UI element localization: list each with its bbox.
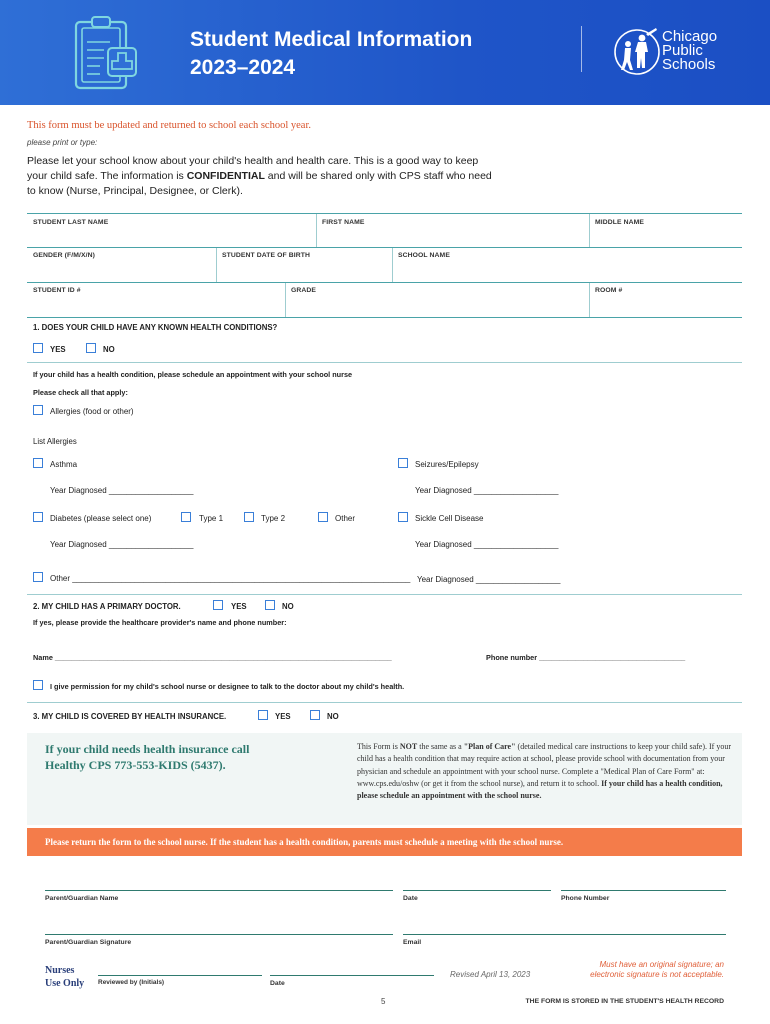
allergies-checkbox[interactable] [33, 405, 43, 415]
other-condition-checkbox[interactable] [33, 572, 43, 582]
q1-yes-checkbox[interactable] [33, 343, 43, 353]
cps-logo-icon [612, 24, 662, 76]
list-allergies-label: List Allergies [33, 437, 77, 446]
permission-label: I give permission for my child's school nurse or designee to talk to the doctor about my child's health. [50, 682, 405, 691]
q2-no-checkbox[interactable] [265, 600, 275, 610]
school-name-field[interactable] [393, 262, 742, 280]
nurses-use-only: Nurses Use Only [45, 965, 85, 989]
date-label: Date [403, 895, 418, 902]
other-diabetes-label: Other [335, 514, 356, 523]
phone-label: Phone Number [561, 895, 610, 902]
insurance-call: If your child needs health insurance call Healthy CPS 773-553-KIDS (5437). [45, 742, 250, 772]
insurance-info-box [27, 733, 742, 825]
seizures-checkbox[interactable] [398, 458, 408, 468]
dob-field[interactable] [217, 262, 391, 280]
diabetes-checkbox[interactable] [33, 512, 43, 522]
seizures-label: Seizures/Epilepsy [415, 460, 479, 469]
nurse-date-label: Date [270, 980, 285, 987]
q2-provider-note: If yes, please provide the healthcare provider's name and phone number: [33, 618, 287, 627]
first-name-field[interactable] [317, 229, 588, 246]
q3-yes-checkbox[interactable] [258, 710, 268, 720]
clipboard-medical-icon [70, 12, 142, 92]
other-condition-field[interactable]: Other ____________________________________________________________________________ [50, 574, 411, 583]
asthma-label: Asthma [50, 460, 78, 469]
type2-checkbox[interactable] [244, 512, 254, 522]
update-notice: This form must be updated and returned to school each school year. [27, 120, 312, 131]
cps-logo-text: Chicago Public Schools [662, 28, 718, 73]
type1-checkbox[interactable] [181, 512, 191, 522]
middle-name-label: MIDDLE NAME [595, 219, 645, 226]
last-name-label: STUDENT LAST NAME [33, 219, 109, 226]
revised-date: Revised April 13, 2023 [450, 970, 531, 979]
q3-question: 3. MY CHILD IS COVERED BY HEALTH INSURANCE. [33, 712, 227, 721]
seizures-year-field[interactable]: Year Diagnosed ___________________ [415, 486, 559, 495]
title-line-2: 2023–2024 [190, 56, 296, 79]
storage-note: THE FORM IS STORED IN THE STUDENT'S HEALTH RECORD [525, 998, 724, 1005]
diabetes-label: Diabetes (please select one) [50, 514, 152, 523]
phone-line[interactable] [561, 890, 726, 891]
sickle-cell-label: Sickle Cell Disease [415, 514, 484, 523]
email-label: Email [403, 939, 422, 946]
header-banner [0, 0, 770, 105]
student-id-field[interactable] [27, 297, 284, 315]
type1-label: Type 1 [199, 514, 224, 523]
page-number: 5 [381, 997, 386, 1006]
reviewed-by-line[interactable] [98, 975, 262, 976]
q2-question: 2. MY CHILD HAS A PRIMARY DOCTOR. [33, 602, 181, 611]
last-name-field[interactable] [27, 229, 315, 246]
q1-no-label: NO [103, 345, 115, 354]
q3-yes-label: YES [275, 712, 291, 721]
q1-condition-note: If your child has a health condition, please schedule an appointment with your school nurse [33, 370, 353, 379]
gender-field[interactable] [27, 262, 215, 280]
return-instructions-banner: Please return the form to the school nurse. If the student has a health condition, parents must schedule a meeting with the school nurse. [27, 828, 742, 856]
allergies-label: Allergies (food or other) [50, 407, 134, 416]
sickle-cell-checkbox[interactable] [398, 512, 408, 522]
q3-no-label: NO [327, 712, 339, 721]
room-field[interactable] [590, 297, 742, 315]
doctor-name-field[interactable]: Name ___________________________________________________________________________________ [33, 653, 392, 662]
intro-paragraph: Please let your school know about your child's health and health care. This is a good way to keep your child safe. The information is CONFIDENTIAL and will be shared only with CPS staff who need to know (Nurse, Principal, Designee, or Clerk). [27, 155, 492, 197]
q3-no-checkbox[interactable] [310, 710, 320, 720]
school-name-label: SCHOOL NAME [398, 252, 450, 259]
other-year-field[interactable]: Year Diagnosed ___________________ [417, 575, 561, 584]
diabetes-year-field[interactable]: Year Diagnosed ___________________ [50, 540, 194, 549]
student-id-label: STUDENT ID # [33, 287, 81, 294]
guardian-name-label: Parent/Guardian Name [45, 895, 119, 902]
reviewed-by-label: Reviewed by (Initials) [98, 979, 165, 986]
list-allergies-field[interactable] [100, 433, 740, 447]
title-line-1: Student Medical Information [190, 28, 473, 51]
grade-label: GRADE [291, 287, 317, 294]
doctor-phone-field[interactable]: Phone number ____________________________________ [486, 653, 686, 662]
q2-no-label: NO [282, 602, 294, 611]
q1-question: 1. DOES YOUR CHILD HAVE ANY KNOWN HEALTH CONDITIONS? [33, 323, 278, 332]
room-label: ROOM # [595, 287, 623, 294]
email-line[interactable] [403, 934, 726, 935]
permission-checkbox[interactable] [33, 680, 43, 690]
gender-label: GENDER (F/M/X/N) [33, 252, 96, 259]
first-name-label: FIRST NAME [322, 219, 365, 226]
q2-yes-checkbox[interactable] [213, 600, 223, 610]
q1-yes-label: YES [50, 345, 66, 354]
guardian-signature-line[interactable] [45, 934, 393, 935]
q2-yes-label: YES [231, 602, 247, 611]
asthma-year-field[interactable]: Year Diagnosed ___________________ [50, 486, 194, 495]
q1-no-checkbox[interactable] [86, 343, 96, 353]
middle-name-field[interactable] [590, 229, 742, 246]
signature-requirement: Must have an original signature; an electronic signature is not acceptable. [590, 960, 724, 979]
header-divider [581, 26, 582, 72]
grid-line [27, 213, 742, 214]
print-instruction: please print or type: [27, 138, 98, 147]
guardian-signature-label: Parent/Guardian Signature [45, 939, 132, 946]
sickle-cell-year-field[interactable]: Year Diagnosed ___________________ [415, 540, 559, 549]
type2-label: Type 2 [261, 514, 286, 523]
dob-label: STUDENT DATE OF BIRTH [222, 252, 311, 259]
nurse-date-line[interactable] [270, 975, 434, 976]
date-line[interactable] [403, 890, 551, 891]
guardian-name-line[interactable] [45, 890, 393, 891]
other-diabetes-checkbox[interactable] [318, 512, 328, 522]
grade-field[interactable] [286, 297, 588, 315]
asthma-checkbox[interactable] [33, 458, 43, 468]
check-all-label: Please check all that apply: [33, 388, 128, 397]
page-title [190, 26, 472, 82]
plan-of-care-note: This Form is NOT the same as a "Plan of Care" (detailed medical care instructions to keep your child safe). If your child has a health condition that may require action at school, please provide school with documentation from your physician and schedule an appointment with your school nurse. Complete a "Medical Plan of Care Form" at: www.cps.edu/oshw (or get it from the school nurse), and return it to school. If your child has a health condition, please schedule an appointment with the school nurse. [357, 742, 732, 801]
